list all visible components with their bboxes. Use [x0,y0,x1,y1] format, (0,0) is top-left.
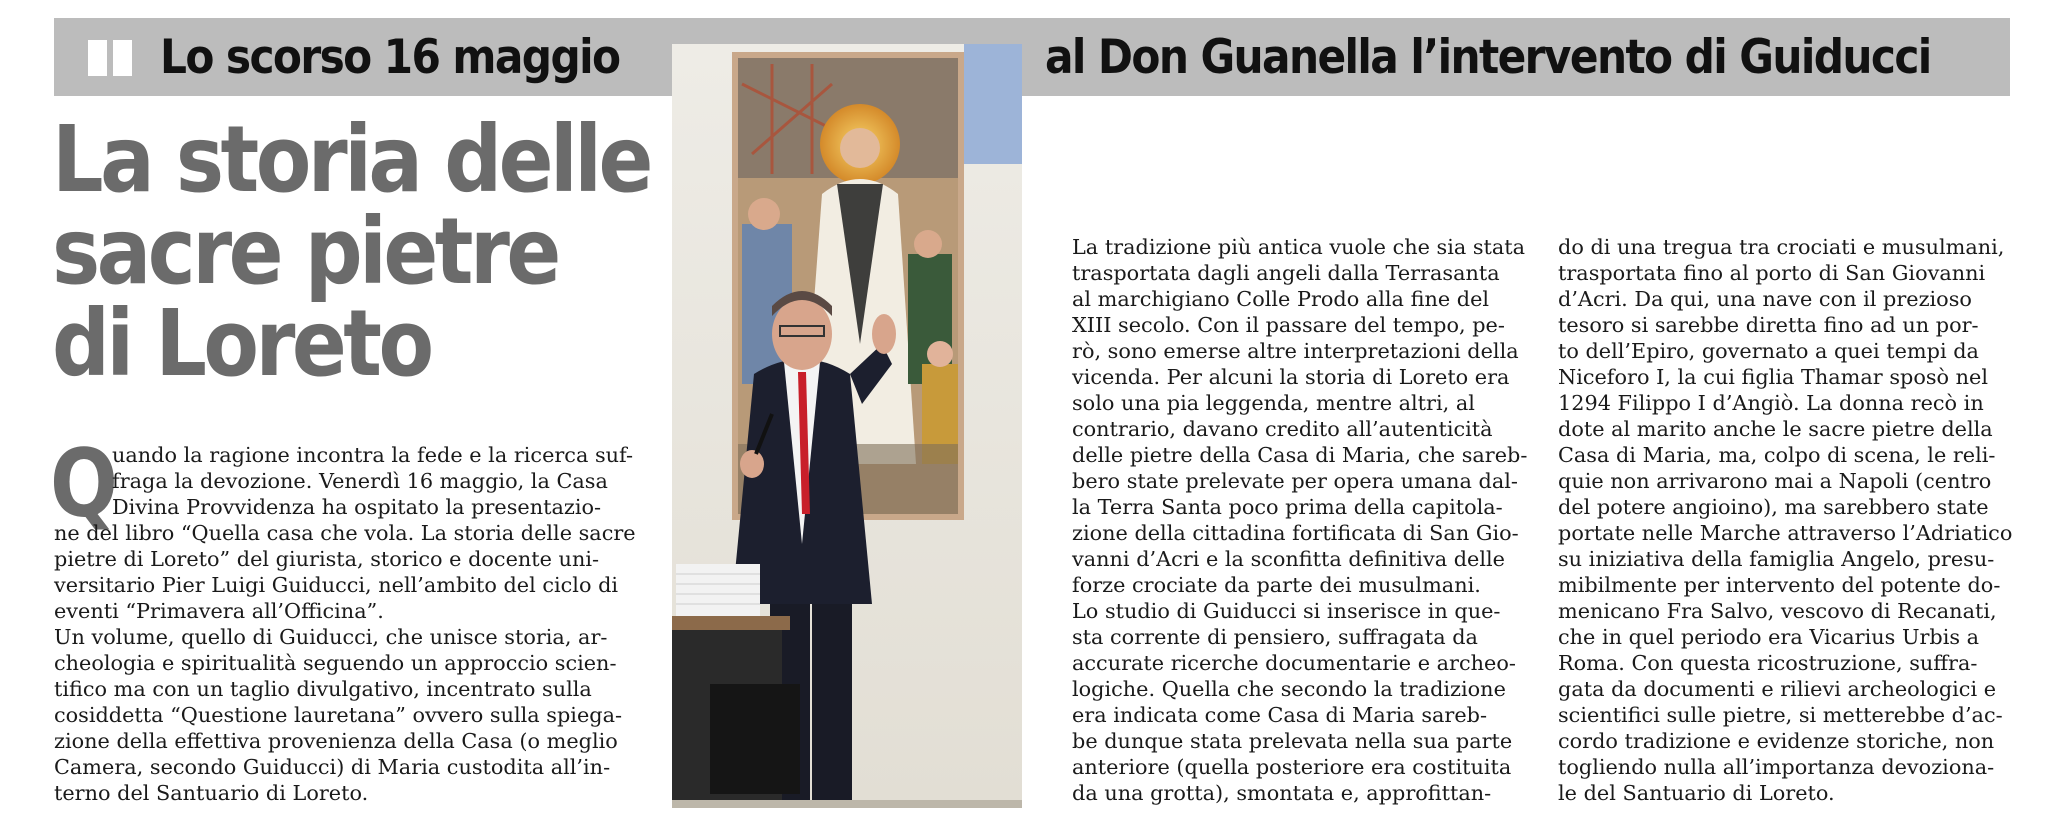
speaker-photo-image [672,44,1022,808]
text-line: Un volume, quello di Guiducci, che unisce storia, ar- [54,625,608,649]
text-line: portate nelle Marche attraverso l’Adriatico [1558,521,2013,545]
text-line: al marchigiano Colle Prodo alla fine del [1072,287,1490,311]
text-line: logiche. Quella che secondo la tradizione [1072,677,1506,701]
text-line: mibilmente per intervento del potente do- [1558,573,2001,597]
text-line: delle pietre della Casa di Maria, che sareb- [1072,443,1528,467]
text-line: dote al marito anche le sacre pietre della [1558,417,1993,441]
text-line: to dell’Epiro, governato a quei tempi da [1558,339,1979,363]
text-line: versitario Pier Luigi Guiducci, nell’ambito del ciclo di [54,573,619,597]
text-line: Roma. Con questa ricostruzione, suffra- [1558,651,1978,675]
article-photo [672,44,1022,808]
text-line: 1294 Filippo I d’Angiò. La donna recò in [1558,391,1984,415]
section-mark-icon [88,40,132,76]
text-line: accurate ricerche documentarie e archeo- [1072,651,1516,675]
text-line: Divina Provvidenza ha ospitato la presentazio- [112,495,602,519]
text-line: era indicata come Casa di Maria sareb- [1072,703,1488,727]
kicker-right: al Don Guanella l’intervento di Guiducci [1045,30,1931,85]
text-line: le del Santuario di Loreto. [1558,781,1835,805]
text-line: ne del libro “Quella casa che vola. La storia delle sacre [54,521,636,545]
text-line: zione della effettiva provenienza della Casa (o meglio [54,729,618,753]
text-line: La tradizione più antica vuole che sia stata [1072,235,1526,259]
text-line: pietre di Loreto” del giurista, storico e docente uni- [54,547,600,571]
text-line: Niceforo I, la cui figlia Thamar sposò nel [1558,365,1988,389]
text-line: uando la ragione incontra la fede e la ricerca suf- [112,443,634,467]
headline [52,106,650,397]
text-line: togliendo nulla all’importanza devoziona- [1558,755,1995,779]
text-line: la Terra Santa poco prima della capitola- [1072,495,1503,519]
text-line: rò, sono emerse altre interpretazioni della [1072,339,1519,363]
text-line: cosiddetta “Questione lauretana” ovvero sulla spiega- [54,703,622,727]
kicker-left: Lo scorso 16 maggio [160,30,620,85]
text-line: da una grotta), smontata e, approfittan- [1072,781,1492,805]
drop-cap: Q [50,430,118,539]
text-line: tifico ma con un taglio divulgativo, incentrato sulla [54,677,592,701]
text-line: quie non arrivarono mai a Napoli (centro [1558,469,1992,493]
headline-line: di Loreto [52,290,431,397]
headline-line: La storia delle [52,106,650,213]
article-column-2 [1072,234,1528,806]
text-line: scientifici sulle pietre, si metterebbe d’ac- [1558,703,2003,727]
text-line: anteriore (quella posteriore era costituita [1072,755,1512,779]
text-line: del potere angioino), ma sarebbero state [1558,495,1989,519]
text-line: cordo tradizione e evidenze storiche, non [1558,729,1995,753]
article-column-3 [1558,234,2014,806]
text-line: d’Acri. Da qui, una nave con il prezioso [1558,287,1972,311]
text-line: vanni d’Acri e la sconfitta definitiva delle [1072,547,1505,571]
text-line: che in quel periodo era Vicarius Urbis a [1558,625,1980,649]
text-line: contrario, davano credito all’autenticità [1072,417,1493,441]
text-line: terno del Santuario di Loreto. [54,781,369,805]
text-line: be dunque stata prelevata nella sua parte [1072,729,1513,753]
text-line: do di una tregua tra crociati e musulmani, [1558,235,2005,259]
text-line: su iniziativa della famiglia Angelo, presu- [1558,547,1995,571]
text-line: XIII secolo. Con il passare del tempo, pe- [1072,313,1505,337]
text-line: sta corrente di pensiero, suffragata da [1072,625,1478,649]
text-line: Casa di Maria, ma, colpo di scena, le reli- [1558,443,1996,467]
text-line: cheologia e spiritualità seguendo un approccio scien- [54,651,617,675]
text-line: trasportata dagli angeli dalla Terrasanta [1072,261,1500,285]
text-line: menicano Fra Salvo, vescovo di Recanati, [1558,599,1997,623]
text-line: vicenda. Per alcuni la storia di Loreto era [1072,365,1510,389]
text-line: zione della cittadina fortificata di San Gio- [1072,521,1519,545]
text-line: eventi “Primavera all’Officina”. [54,599,384,623]
text-line: forze crociate da parte dei musulmani. [1072,573,1481,597]
text-line: Lo studio di Guiducci si inserisce in que- [1072,599,1501,623]
text-line: bero state prelevate per opera umana dal- [1072,469,1518,493]
text-line: trasportata fino al porto di San Giovanni [1558,261,1986,285]
text-line: tesoro si sarebbe diretta fino ad un por- [1558,313,1979,337]
text-line: fraga la devozione. Venerdì 16 maggio, la Casa [112,469,608,493]
text-line: gata da documenti e rilievi archeologici e [1558,677,1997,701]
article-column-1 [54,442,648,806]
headline-line: sacre pietre [52,198,558,305]
text-line: solo una pia leggenda, mentre altri, al [1072,391,1475,415]
text-line: Camera, secondo Guiducci) di Maria custodita all’in- [54,755,611,779]
